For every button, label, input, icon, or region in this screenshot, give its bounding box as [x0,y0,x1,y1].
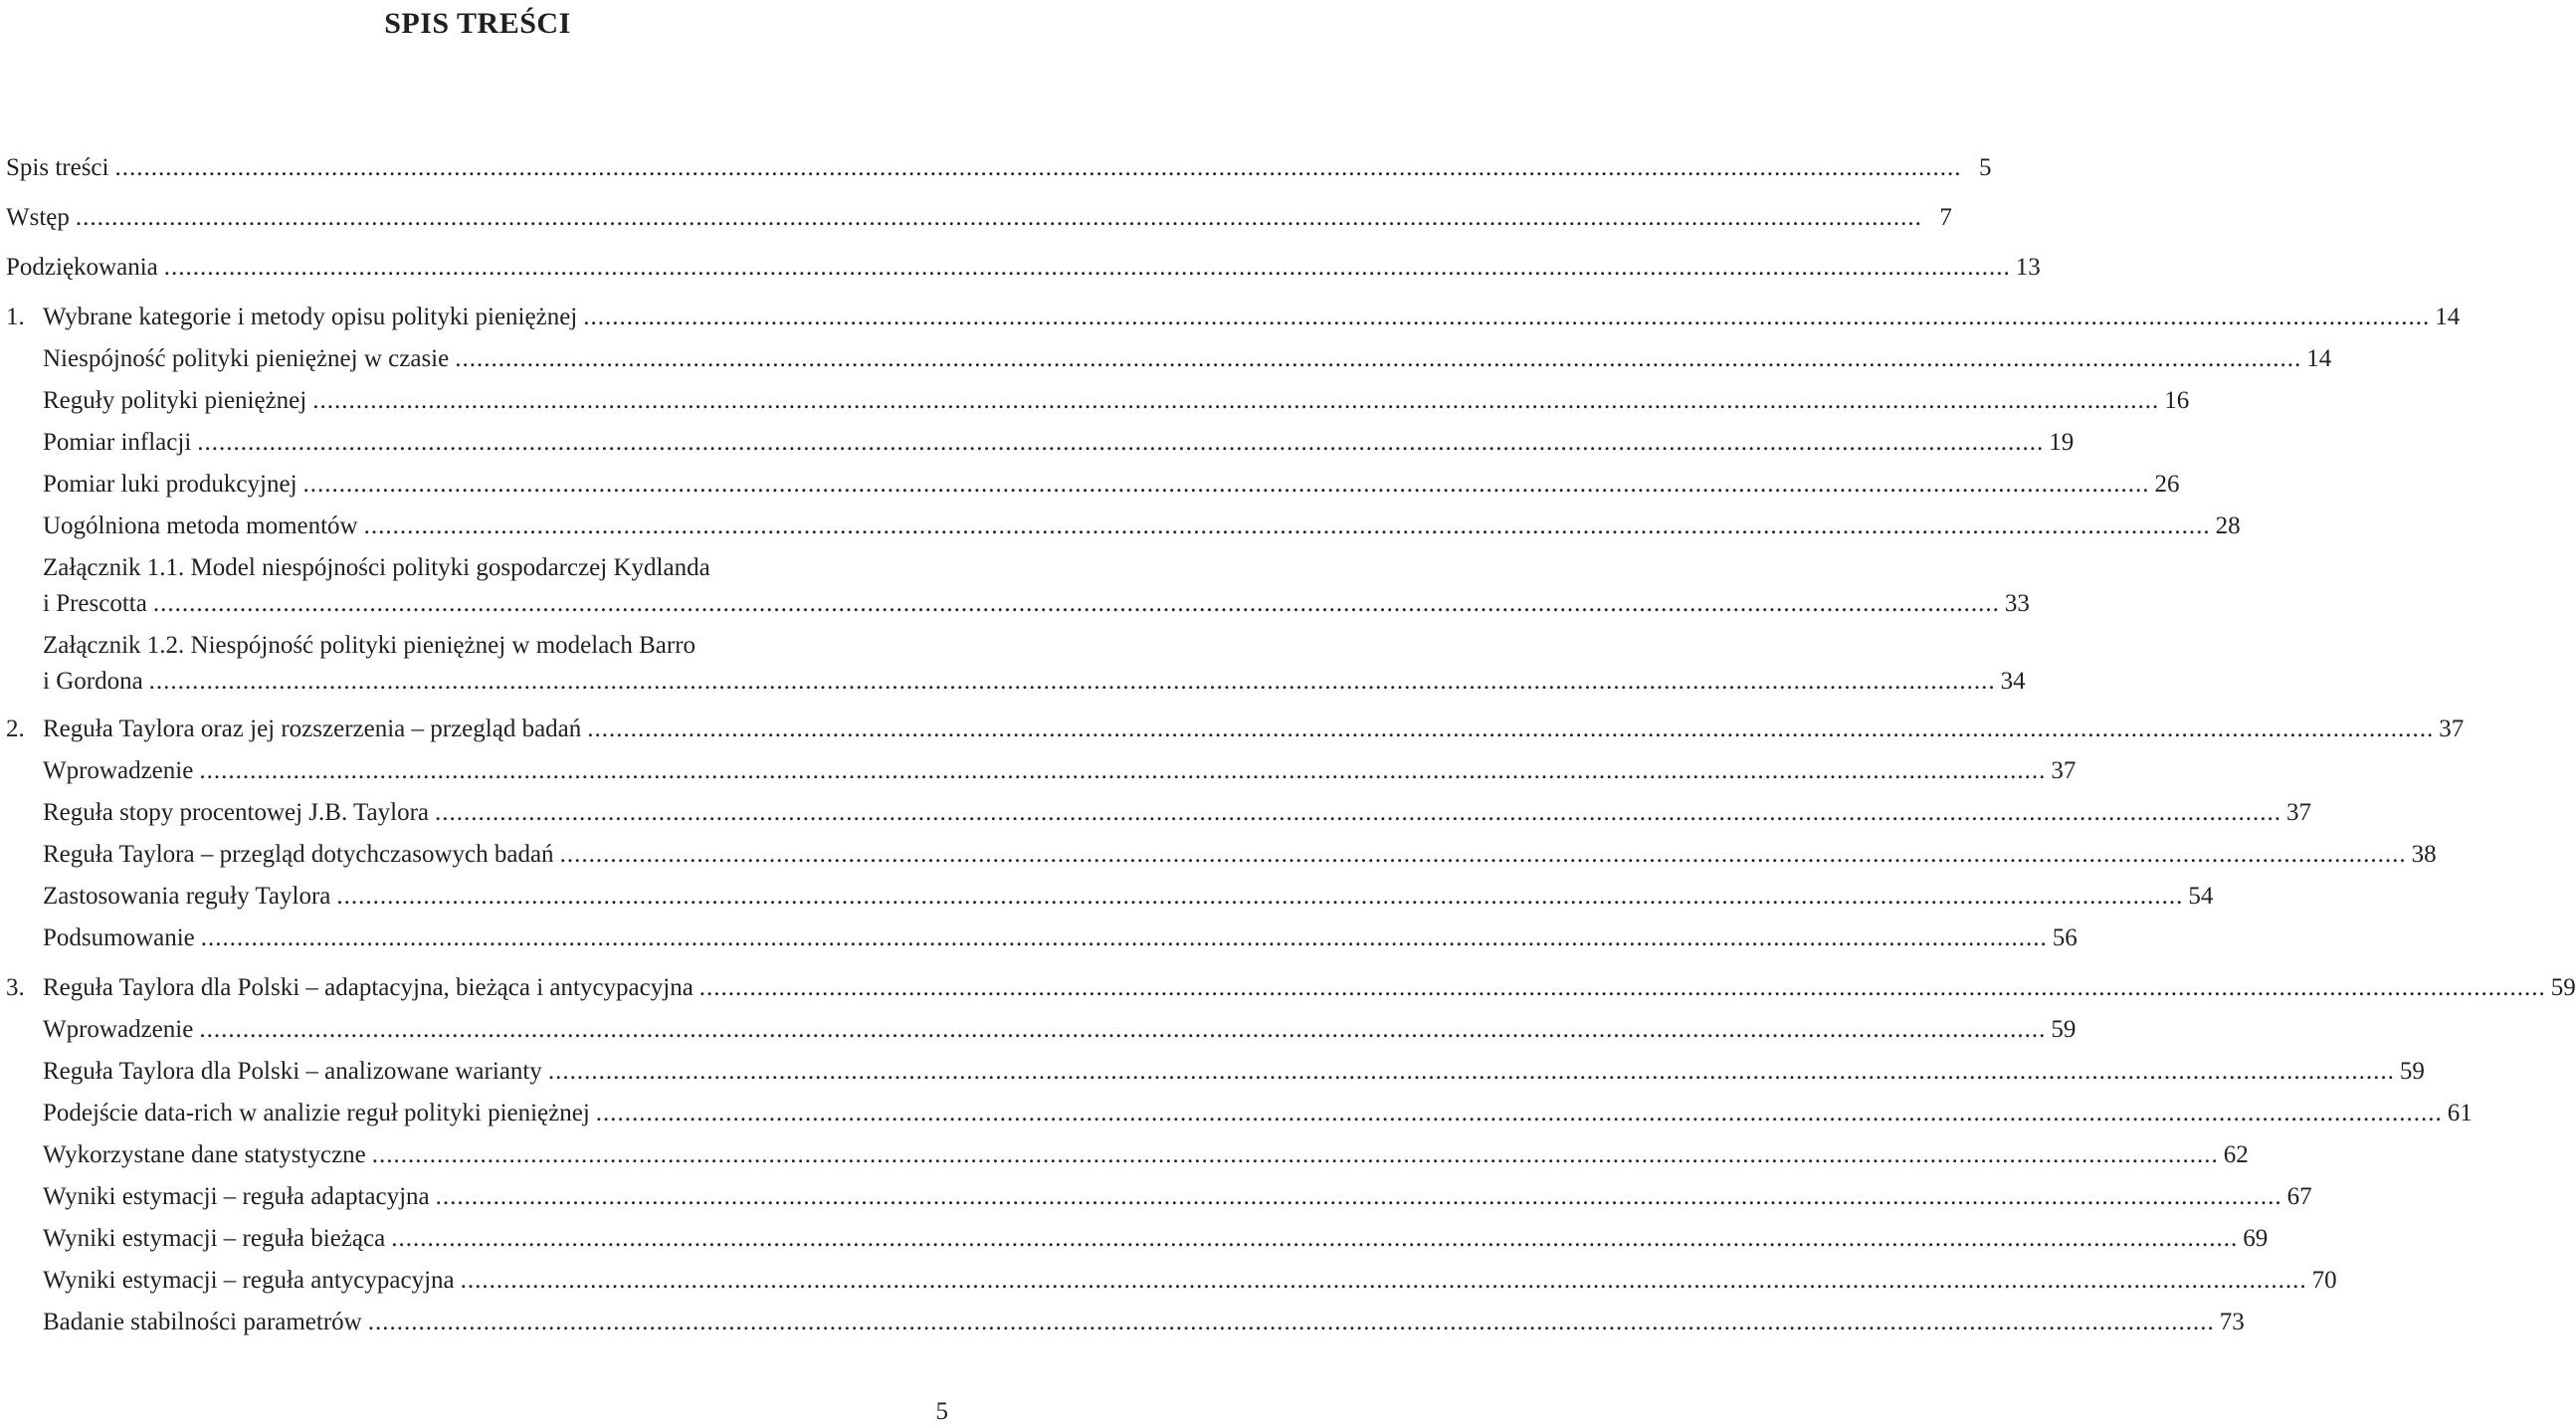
toc-entry-text: Wykorzystane dane statystyczne [43,1141,366,1168]
toc-entry-page: 16 [2164,387,2190,414]
toc-entry-text: Wstęp [6,204,70,231]
toc-entry-text: Wprowadzenie [43,1016,194,1043]
toc-entry-text: Badanie stabilności parametrów [43,1309,362,1335]
toc-entry[interactable] [6,203,1952,233]
toc-entry-page: 61 [2447,1100,2473,1126]
toc-entry-page: 69 [2243,1225,2269,1252]
dot-leader [435,798,2281,828]
toc-entry-page: 62 [2223,1141,2249,1168]
toc-entry-page: 5 [1978,154,1992,181]
toc-entry-text: Pomiar luki produkcyjnej [43,471,297,498]
toc-subentry[interactable] [6,1308,2245,1337]
dot-leader [583,303,2430,332]
dot-leader [153,589,2000,619]
toc-entry-page: 59 [2399,1058,2425,1085]
toc-subentry[interactable] [6,470,2180,500]
dot-leader [699,973,2546,1003]
toc-entry-page: 14 [2306,345,2332,372]
toc-entry-text: Reguła Taylora – przegląd dotychczasowych badań [43,841,554,868]
toc-entry-page: 54 [2188,883,2214,910]
dot-leader [312,386,2159,416]
page-number: 5 [935,1398,948,1425]
toc-entry-text: Podziękowania [6,254,158,281]
toc-entry-page: 28 [2215,512,2241,539]
toc-entry-text: Wybrane kategorie i metody opisu polityki pieniężnej [43,304,578,330]
dot-leader [548,1057,2395,1087]
toc-chapter-entry[interactable] [6,973,2576,1003]
toc-entry-text: Reguła Taylora dla Polski – analizowane warianty [43,1058,542,1085]
toc-entry-text: i Gordona [43,668,143,695]
toc-entry-page: 59 [2550,974,2576,1001]
toc-subentry[interactable] [6,386,2190,416]
toc-entry-text: i Prescotta [43,590,147,617]
toc-entry-page: 34 [2000,668,2026,695]
toc-entry-text: Wprowadzenie [43,757,194,784]
toc-subentry[interactable] [6,1266,2337,1296]
toc-entry[interactable] [6,153,1992,183]
toc-subentry-appendix[interactable] [6,631,2026,697]
toc-entry-page: 37 [2439,715,2465,742]
toc-subentry[interactable] [6,756,2077,786]
toc-entry-text: Uogólniona metoda momentów [43,512,358,539]
toc-entry-text: Reguła Taylora oraz jej rozszerzenia – przegląd badań [43,715,582,742]
toc-entry-text: Pomiar inflacji [43,429,192,456]
toc-entry-text: Reguła Taylora dla Polski – adaptacyjna, bieżąca i antycypacyjna [43,974,694,1001]
toc-entry-page: 59 [2051,1016,2077,1043]
chapter-number: 1. [6,304,25,330]
dot-leader [149,667,1996,697]
dot-leader [303,470,2150,500]
toc-subentry[interactable] [6,1099,2473,1128]
toc-entry-page: 70 [2311,1267,2337,1294]
dot-leader [76,203,1922,233]
toc-entry-text: Wyniki estymacji – reguła antycypacyjna [43,1267,455,1294]
toc-subentry[interactable] [6,344,2332,374]
toc-subentry[interactable] [6,923,2078,953]
toc-entry-text: Wyniki estymacji – reguła adaptacyjna [43,1183,430,1210]
toc-entry-page: 67 [2286,1183,2312,1210]
chapter-number: 3. [6,974,25,1001]
dot-leader [391,1224,2238,1254]
toc-entry-text: Wyniki estymacji – reguła bieżąca [43,1225,386,1252]
dot-leader [114,153,1961,183]
dot-leader [199,1015,2046,1045]
toc-subentry-appendix[interactable] [6,553,2030,619]
dot-leader [201,923,2048,953]
dot-leader [560,840,2407,870]
toc-entry-page: 73 [2219,1309,2245,1335]
toc-entry-text: Reguły polityki pieniężnej [43,387,307,414]
toc-entry-page: 26 [2154,471,2180,498]
toc-entry-page: 14 [2435,304,2461,330]
dot-leader [436,1182,2282,1212]
toc-entry-text: Zastosowania reguły Taylora [43,883,331,910]
toc-entry-text: Podsumowanie [43,924,195,951]
toc-subentry[interactable] [6,1182,2312,1212]
toc-entry-text: Niespójność polityki pieniężnej w czasie [43,345,450,372]
dot-leader [368,1308,2215,1337]
dot-leader [596,1099,2443,1128]
toc-entry[interactable] [6,253,2041,283]
toc-subentry[interactable] [6,1057,2425,1087]
toc-entry-page: 56 [2052,924,2078,951]
toc-entry-text-line1: Załącznik 1.2. Niespójność polityki pieniężnej w modelach Barro [43,632,696,659]
toc-entry-text: Reguła stopy procentowej J.B. Taylora [43,799,429,826]
toc-subentry[interactable] [6,1015,2077,1045]
dot-leader [461,1266,2307,1296]
toc-entry-page: 37 [2286,799,2311,826]
toc-entry-page: 13 [2015,254,2041,281]
toc-entry-text: Podejście data-rich w analizie reguł polityki pieniężnej [43,1100,590,1126]
toc-chapter-entry[interactable] [6,303,2461,332]
toc-entry-page: 7 [1939,204,1952,231]
toc-subentry[interactable] [6,840,2437,870]
dot-leader [336,882,2183,912]
toc-subentry[interactable] [6,1140,2249,1170]
toc-subentry[interactable] [6,428,2075,458]
toc-chapter-entry[interactable] [6,714,2465,744]
page-title: SPIS TREŚCI [384,7,571,40]
toc-entry-page: 37 [2051,757,2077,784]
dot-leader [455,344,2301,374]
toc-entry-page: 38 [2411,841,2437,868]
toc-entry-text: Spis treści [6,154,109,181]
toc-entry-page: 19 [2049,429,2075,456]
dot-leader [199,756,2046,786]
toc-entry-text-line1: Załącznik 1.1. Model niespójności polityki gospodarczej Kydlanda [43,554,710,581]
toc-subentry[interactable] [6,511,2241,541]
toc-subentry[interactable] [6,1224,2269,1254]
toc-entry-page: 33 [2004,590,2030,617]
dot-leader [587,714,2434,744]
toc-subentry[interactable] [6,798,2311,828]
dot-leader [364,511,2211,541]
dot-leader [164,253,2011,283]
dot-leader [197,428,2044,458]
chapter-number: 2. [6,715,25,742]
toc-subentry[interactable] [6,882,2214,912]
dot-leader [372,1140,2219,1170]
